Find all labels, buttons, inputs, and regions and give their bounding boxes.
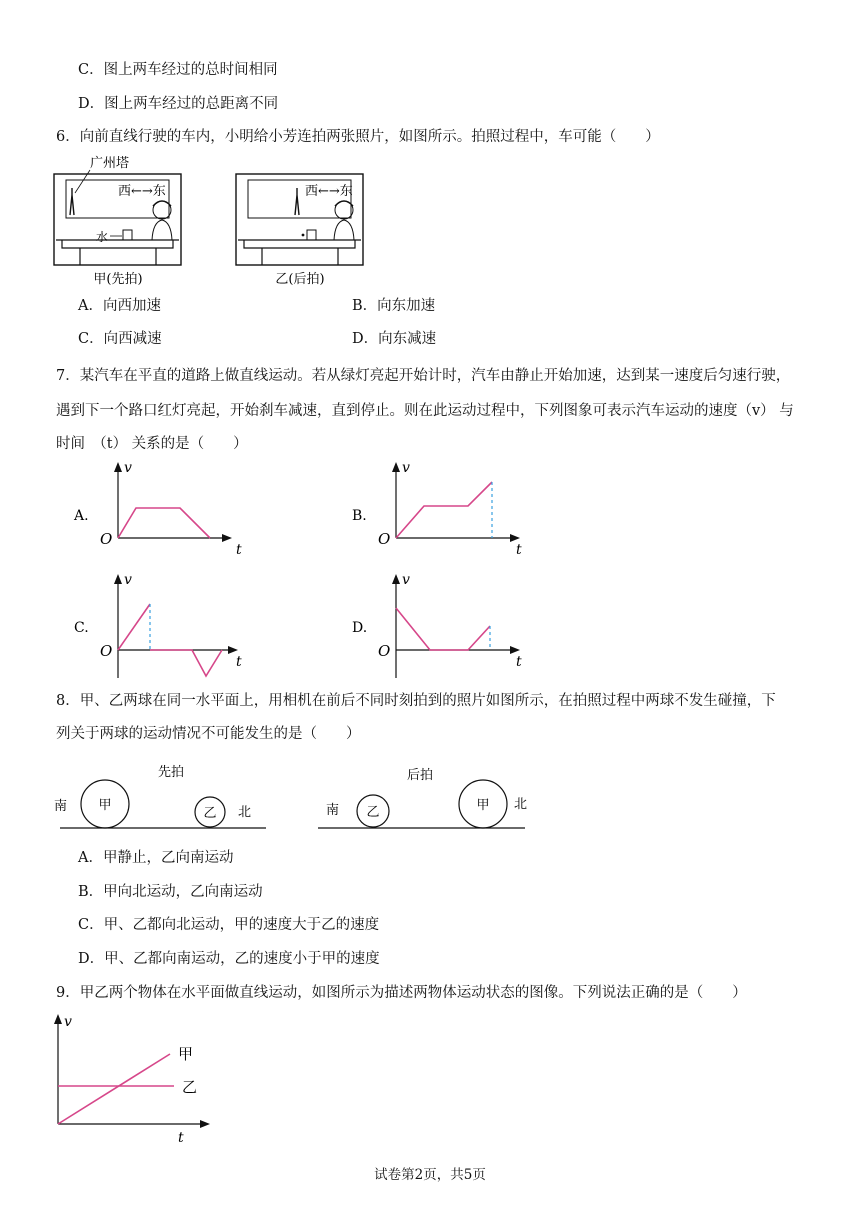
q7-stem-line3: 时间 （t） 关系的是（ ） (56, 436, 248, 452)
q8-first-ball-yi: 乙 (203, 806, 217, 821)
q6-caption-second: 乙(后拍) (275, 272, 325, 287)
q7-c-axis-t: t (236, 654, 242, 670)
q7-graph-b (352, 460, 522, 558)
q7-a-axis-t: t (236, 542, 242, 558)
q6-direction-first: 西←→东 (118, 184, 166, 199)
q7-a-axis-v: v (124, 460, 132, 476)
q9-stem: 9．甲乙两个物体在水平面做直线运动，如图所示为描述两物体运动状态的图像。下列说法正确的是（ ） (56, 985, 747, 1001)
q6-water-label: 水 (96, 230, 109, 244)
q7-figures (70, 458, 570, 688)
q9-series-jia: 甲 (178, 1045, 194, 1063)
q8-option-b: B．甲向北运动，乙向南运动 (78, 884, 263, 900)
q7-b-origin: O (378, 530, 391, 548)
q8-first-north: 北 (238, 805, 252, 820)
q8-second-title: 后拍 (407, 768, 434, 783)
q7-d-axis-v: v (402, 572, 410, 588)
q7-c-axis-v: v (124, 572, 132, 588)
q9-axis-t: t (178, 1130, 184, 1146)
q6-stem: 6．向前直线行驶的车内，小明给小芳连拍两张照片，如图所示。拍照过程中，车可能（ ） (56, 129, 660, 145)
q6-caption-first: 甲(先拍) (93, 272, 143, 287)
q6-direction-second: 西←→东 (305, 184, 353, 199)
q6-photo-first (54, 156, 181, 287)
q6-option-d: D．向东减速 (352, 331, 437, 347)
q8-second-north: 北 (514, 797, 528, 812)
q8-first-ball-jia: 甲 (98, 798, 112, 813)
q6-figure (52, 150, 382, 285)
q7-label-d: D. (352, 620, 368, 636)
page-footer: 试卷第2页，共5页 (374, 1167, 486, 1183)
q8-option-c: C．甲、乙都向北运动，甲的速度大于乙的速度 (78, 917, 380, 933)
q8-photo-second (318, 767, 527, 828)
q9-axis-v: v (64, 1014, 72, 1030)
q7-b-axis-t: t (516, 542, 522, 558)
q8-second-ball-jia: 甲 (476, 798, 490, 813)
q7-d-axis-t: t (516, 654, 522, 670)
q7-d-origin: O (378, 642, 391, 660)
q6-tower-label: 广州塔 (90, 156, 130, 171)
q5-option-d: D．图上两车经过的总距离不同 (78, 96, 279, 112)
q8-first-south: 南 (54, 799, 68, 814)
q8-stem-line1: 8．甲、乙两球在同一水平面上，用相机在前后不同时刻拍到的照片如图所示，在拍照过程中两球不发生碰撞，下 (56, 693, 776, 709)
q7-d-curve (396, 608, 490, 650)
q8-figure (50, 758, 540, 838)
q6-option-a: A．向西加速 (78, 298, 161, 314)
q7-graph-d (352, 572, 522, 678)
q9-line-jia (58, 1054, 170, 1124)
q7-a-curve (118, 508, 210, 538)
q7-label-b: B. (352, 508, 367, 524)
q7-stem-line2: 遇到下一个路口红灯亮起，开始刹车减速，直到停止。则在此运动过程中，下列图象可表示汽车运动的速度（v） 与 (56, 403, 794, 419)
q8-second-south: 南 (326, 803, 340, 818)
q8-first-title: 先拍 (158, 765, 185, 780)
q7-b-axis-v: v (402, 460, 410, 476)
q7-label-c: C. (74, 620, 89, 636)
q7-c-curve (150, 650, 222, 676)
q8-stem-line2: 列关于两球的运动情况不可能发生的是（ ） (56, 726, 361, 742)
q9-graph (48, 1012, 218, 1147)
q8-option-d: D．甲、乙都向南运动，乙的速度小于甲的速度 (78, 951, 380, 967)
q7-graph-c (74, 572, 242, 678)
q7-stem-line1: 7．某汽车在平直的道路上做直线运动。若从绿灯亮起开始计时，汽车由静止开始加速，达到某一速度后匀速行驶， (56, 368, 791, 384)
q7-b-curve (396, 482, 492, 538)
q7-graph-a (73, 460, 242, 558)
q6-option-b: B．向东加速 (352, 298, 436, 314)
q8-photo-first (54, 764, 266, 828)
q7-a-origin: O (100, 530, 113, 548)
q9-series-yi: 乙 (182, 1078, 198, 1096)
q7-label-a: A. (74, 508, 89, 524)
q8-option-a: A．甲静止，乙向南运动 (78, 850, 234, 866)
q5-option-c: C．图上两车经过的总时间相同 (78, 62, 278, 78)
q6-photo-second (236, 174, 363, 287)
q8-second-ball-yi: 乙 (366, 805, 380, 820)
q7-c-origin: O (100, 642, 113, 660)
q6-option-c: C．向西减速 (78, 331, 162, 347)
